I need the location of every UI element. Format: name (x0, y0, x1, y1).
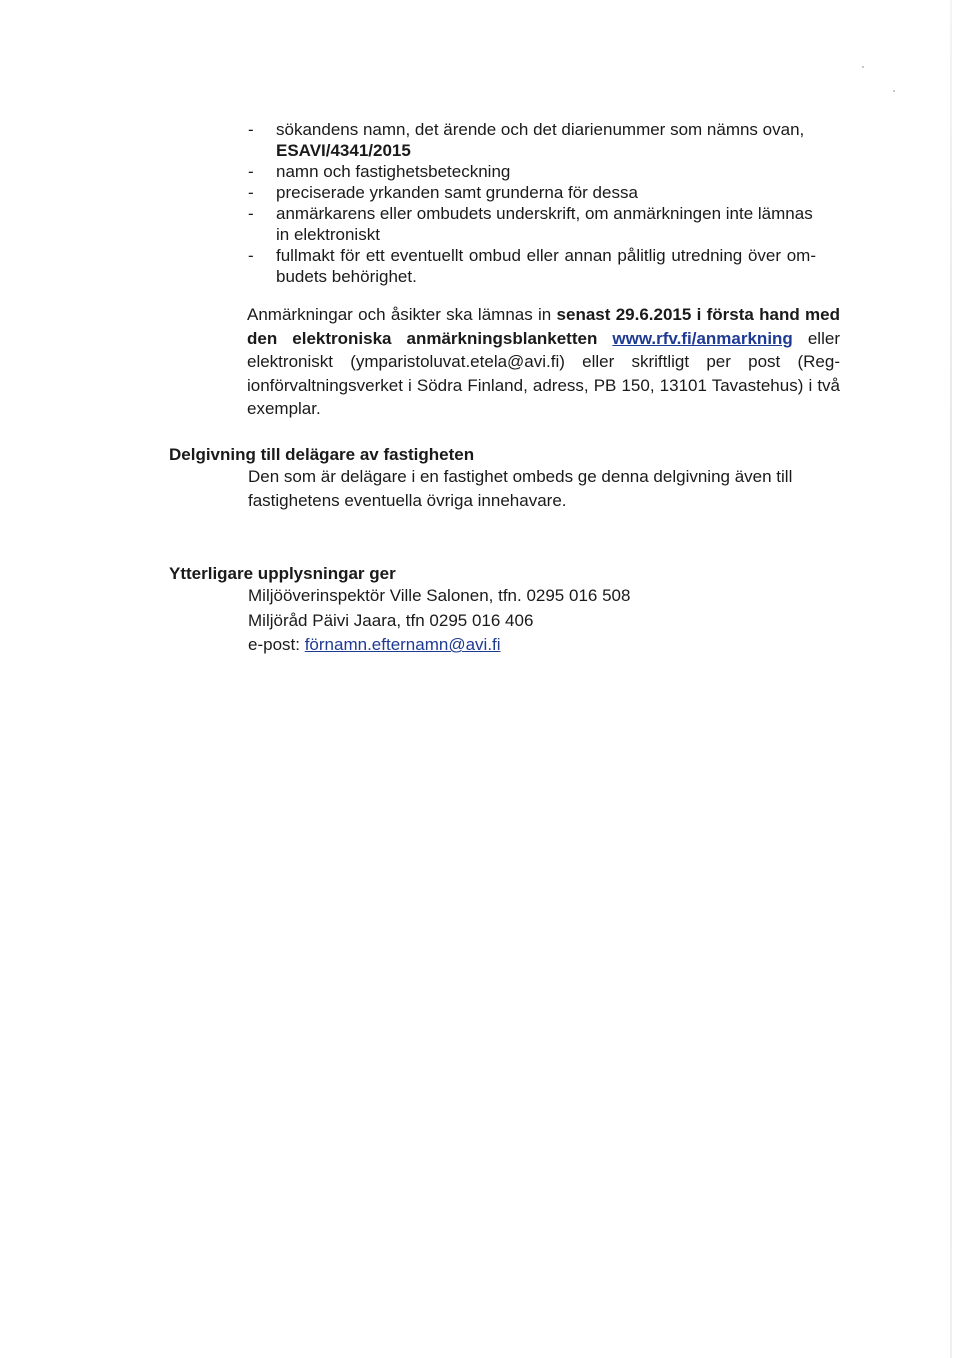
service-heading: Delgivning till delägare av fastigheten (169, 445, 475, 464)
list-item (248, 182, 848, 203)
deadline-intro: Anmärkningar och åsikter ska lämnas in (247, 305, 557, 324)
list-item-text: sökandens namn, det ärende och det diarienummer som nämns ovan, (276, 120, 805, 139)
list-item (248, 161, 848, 182)
list-item-text: fullmakt för ett eventuellt ombud eller annan pålitlig utredning över om-budets behörighet. (276, 246, 816, 286)
service-text: Den som är delägare i en fastighet ombeds ge denna delgivning även till fastighetens eventuella övriga innehavare. (248, 467, 793, 510)
list-item-text: anmärkarens eller ombudets underskrift, om anmärkningen inte lämnas in elektroniskt (276, 204, 813, 244)
scan-edge-line (950, 0, 952, 1358)
list-item (248, 119, 848, 161)
list-item-text: preciserade yrkanden samt grunderna för dessa (276, 183, 638, 202)
email-line (248, 633, 748, 658)
list-item-text: namn och fastighetsbeteckning (276, 162, 511, 181)
scan-speck (862, 66, 864, 68)
list-dash: - (248, 162, 254, 181)
scan-speck (893, 90, 895, 92)
form-link[interactable]: www.rfv.fi/anmarkning (612, 328, 793, 348)
email-link[interactable]: förnamn.efternamn@avi.fi (304, 635, 501, 654)
email-label: e-post: (248, 635, 305, 654)
list-dash: - (248, 183, 254, 202)
list-item (248, 203, 816, 245)
contact-line: Miljöråd Päivi Jaara, tfn 0295 016 406 (248, 610, 534, 630)
submission-paragraph (247, 303, 840, 421)
case-number: ESAVI/4341/2015 (276, 141, 411, 160)
list-dash: - (248, 204, 254, 223)
list-dash: - (248, 246, 254, 265)
contact-line: Miljööverinspektör Ville Salonen, tfn. 0295 016 508 (248, 586, 631, 605)
info-heading: Ytterligare upplysningar ger (169, 564, 396, 583)
contact-block (248, 584, 748, 658)
deadline-bold: senast 29.6.2015 i första hand med den elektroniska anmärkningsblanketten (247, 305, 841, 348)
deadline-rest: eller elektroniskt (ymparistoluvat.etela@avi.fi) eller skriftligt per post (Reg-ionförvaltningsverket i Södra Finland, adress, PB 150, 13101 Tavastehus) i två exemplar. (247, 328, 840, 418)
list-item (248, 245, 816, 287)
list-dash: - (248, 120, 254, 139)
requirements-list (248, 119, 848, 287)
